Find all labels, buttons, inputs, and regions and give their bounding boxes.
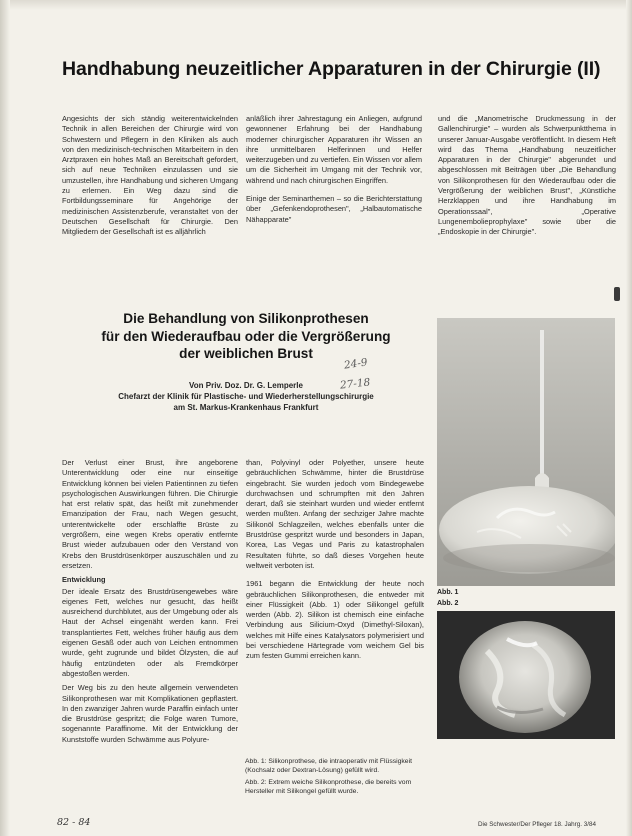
- intro-column-1: [62, 114, 238, 284]
- section-subheading: Entwicklung: [62, 575, 106, 585]
- author: Von Priv. Doz. Dr. G. Lemperle: [189, 381, 303, 390]
- article-column-left: [62, 458, 238, 806]
- article-title-line: Die Behandlung von Silikonprothesen: [123, 311, 369, 326]
- intro-paragraph: und die „Manometrische Druckmessung in der Gallenchirurgie" – wurden als Schwerpunktthema in unserer Januar-Ausgabe veröffentlicht. In diesem Heft wird das Thema „Handhabung neuzeitlicher Apparaturen in der Chirurgie" abgerundet und abgeschlossen mit Beiträgen über „Die Behandlung von Silikonprothesen für den Wiederaufbau oder die Vergrößerung der weiblichen Brust", „Künstliche Herzklappen und ihre Handhabung im Operationssaal", „Operative Lungenembolieprophylaxe" sowie über die „Endoskopie in der Chirurgie".: [438, 114, 616, 237]
- article-byline: [66, 380, 426, 413]
- figure-2-photo: [437, 611, 615, 739]
- article-paragraph: than, Polyvinyl oder Polyether, unsere heute gebräuchlichen Schwämme, hinter die Brustdrüse eingebracht. Sie wurden jedoch vom Bindegewebe durchwachsen und schrumpften mit den Jahren derart, daß sie steinhart wurden und wieder entfernt werden mußten. Anfang der sechziger Jahre machte Silikonöl Schlagzeilen, welches ebenfalls unter die Brustdrüse gespritzt wurde und besonders in Japan, Korea, Las Vegas und Paris zu katastrophalen Resultaten führte, so daß dieses Vorgehen heute weltweit verboten ist.: [246, 458, 424, 570]
- scan-right-edge: [626, 0, 632, 836]
- article-title-line: für den Wiederaufbau oder die Vergrößerung: [101, 328, 391, 344]
- figure-1-photo: [437, 318, 615, 586]
- figure-1-caption: Abb. 1: Silikonprothese, die intraoperativ mit Flüssigkeit (Kochsalz oder Dextran-Lösung) gefüllt wird.: [245, 758, 412, 774]
- figure-captions: [245, 757, 431, 799]
- implant-fluid-photo: [437, 318, 615, 586]
- scan-left-edge: [0, 0, 10, 836]
- article-paragraph: 1961 begann die Entwicklung der heute noch gebräuchlichen Silikonprothesen, die entweder mit einer Flüssigkeit (Abb. 1) oder Silikongel gefüllt werden (Abb. 2). Silikon ist chemisch eine einfache Verbindung aus Silicium-Oxyd (Dimethyl-Siloxan), welches mit Hilfe eines Katalysators polymerisiert und bei verschiedene Härtegrade vom weichem Gel bis zum festen Gummi erreichen kann.: [246, 579, 424, 661]
- page-title: Handhabung neuzeitlicher Apparaturen in der Chirurgie (II): [62, 58, 601, 80]
- figure-2-caption: Abb. 2: Extrem weiche Silikonprothese, die bereits vom Hersteller mit Silikongel gefüllt wurde.: [245, 779, 412, 795]
- page-marker: [614, 287, 620, 301]
- implant-gel-photo: [437, 611, 615, 739]
- article-paragraph: Der ideale Ersatz des Brustdrüsengewebes wäre eigenes Fett, welches nur gesucht, das heißt ausreichend durchblutet, aus der Umgebung oder als Haut der Achsel eingenäht werden kann. Frei transplantiertes Fett, welches früher häufig aus dem eigenen Gesäß oder auch von Leichen entnommen wurde, geht zugrunde und bildet Ölzysten, die auf häufig entzündeten oder als Fremdkörper abgestoßen werden.: [62, 586, 238, 678]
- intro-paragraph: anläßlich ihrer Jahrestagung ein Anliegen, aufgrund gewonnener Erfahrung bei der Handhabung moderner chirurgischer Apparaturen ihr Wissen an ihre unmittelbaren Helferinnen und Helfer weiterzugeben und zu vertiefen. Ein Wissen vor allem um die Sicherheit im Umgang mit der Technik vor, während und nach chirurgischen Eingriffen.: [246, 114, 422, 185]
- intro-paragraph: Einige der Seminarthemen – so die Berichterstattung über „Gefenkendoprothesen", „Halbautomatische Nähapparate": [246, 194, 422, 224]
- article-title-line: der weiblichen Brust: [179, 346, 313, 361]
- article-title: [66, 310, 426, 363]
- handwritten-note: 24-9: [343, 356, 369, 372]
- article-paragraph: Der Verlust einer Brust, ihre angeborene Unterentwicklung oder eine nur einseitige Entwicklung können bei vielen Patientinnen zu tiefen psychologischen Auswirkungen führen. Die Chirurgie hat erst relativ spät, das heißt mit zunehmender Emanzipation der Frau, nach Wegen gesucht, unterentwickelte oder erschlaffte Brüste zu vergrößern, eine wegen Krebs operativ entfernte Brust wieder aufzubauen oder den Verstand von Krebs den Brustdrüsenkörper auszuschälen und zu ersetzen.: [62, 458, 238, 570]
- intro-column-2: [246, 114, 422, 284]
- figure-1-label: Abb. 1: [437, 589, 459, 596]
- affiliation: am St. Markus-Krankenhaus Frankfurt: [173, 403, 319, 412]
- page-number: 82 - 84: [57, 817, 91, 828]
- article-column-right: [246, 458, 424, 748]
- intro-column-3: [438, 114, 616, 284]
- figure-2-label: Abb. 2: [437, 600, 459, 607]
- article-paragraph: Der Weg bis zu den heute allgemein verwendeten Silikonprothesen war mit Komplikationen gepflastert. In den zwanziger Jahren wurde Paraffin einfach unter die Brustdrüse gespritzt; die Folge waren Tumore, sogenannte Paraffinome. Mit der Entwicklung der Kunststoffe wurden Schwämme aus Polyure-: [62, 683, 238, 744]
- affiliation: Chefarzt der Klinik für Plastische- und Wiederherstellungschirurgie: [118, 392, 374, 401]
- handwritten-note: 27-18: [339, 376, 371, 392]
- journal-footer: Die Schwester/Der Pfleger 18. Jahrg. 3/84: [478, 821, 596, 828]
- intro-paragraph: Angesichts der sich ständig weiterentwickelnden Technik in allen Bereichen der Chirurgie wird von Schwestern und Pflegern in den Kliniken als auch von den medizinisch-technischen Mitarbeitern in den Arztpraxen ein hohes Maß an Bereitschaft gefordert, sich auf neue Techniken einzulassen und sie umzustellen, ihre Handhabung und sicheren Umgang zu erlernen. Ein Weg dazu sind die Fortbildungsseminare für Angehörige der medizinischen Assistenzberufe, veranstaltet von der Deutschen Gesellschaft für Chirurgie. Den Mitgliedern der Gesellschaft ist es alljährlich: [62, 114, 238, 237]
- scan-top-shadow: [0, 0, 632, 10]
